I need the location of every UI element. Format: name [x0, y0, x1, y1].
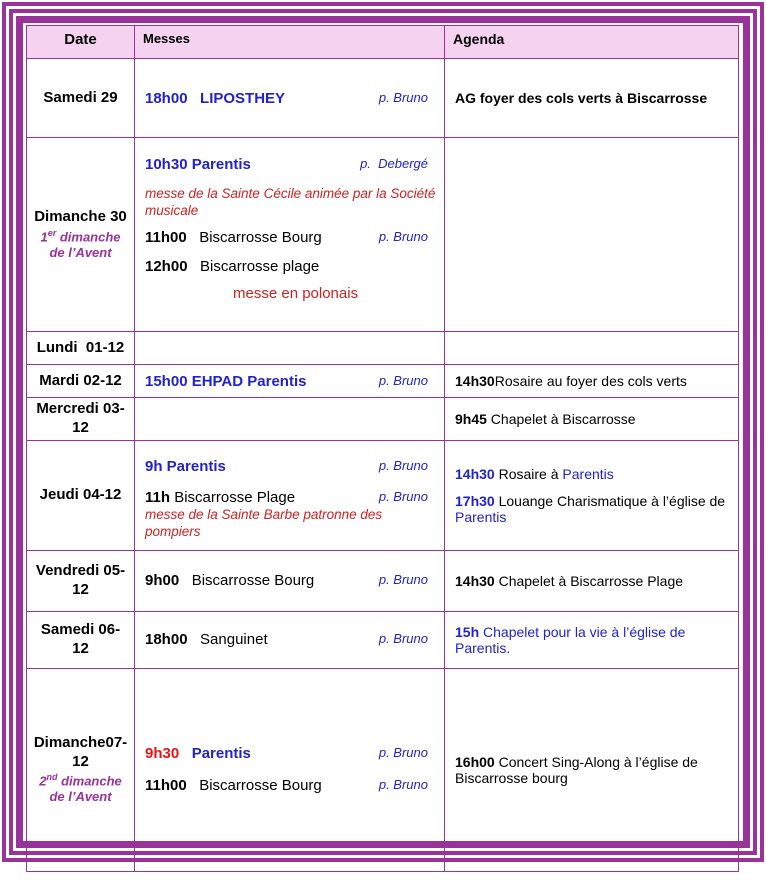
text-line: [145, 258, 438, 275]
agenda-cell: [445, 668, 739, 871]
text-segment: 16h00: [455, 753, 495, 770]
messes-cell: [135, 59, 445, 138]
priest-label: p. Bruno: [378, 372, 428, 388]
text-segment: messe de la Sainte Barbe patronne des pompiers: [145, 506, 386, 539]
date-subtitle: 2nd dimanche de l’Avent: [39, 772, 122, 805]
header-messes: Messes: [135, 26, 445, 59]
date-cell: [27, 668, 135, 871]
text-segment: Chapelet à Biscarrosse: [486, 410, 636, 427]
text-segment: AG foyer des cols verts à Biscarrosse: [455, 90, 708, 106]
priest-label: p. Bruno: [378, 572, 428, 587]
date-cell: [27, 611, 135, 668]
text-segment: Rosaire au foyer des cols verts: [494, 373, 687, 389]
text-line: [145, 90, 438, 107]
text-line: [455, 411, 732, 427]
table-body: [27, 59, 739, 872]
priest-label: p. Bruno: [378, 631, 428, 646]
messes-cell: [135, 668, 445, 871]
text-segment: Biscarrosse Bourg: [186, 229, 322, 246]
text-line: [145, 373, 438, 390]
messes-cell: [135, 138, 445, 332]
messes-cell: [135, 611, 445, 668]
date-label: Lundi 01-12: [36, 338, 125, 356]
date-label: Samedi 06-12: [40, 620, 121, 657]
text-line: [455, 573, 732, 589]
date-label: Dimanche 30: [34, 208, 127, 226]
table-header: [27, 26, 739, 59]
text-segment: 14h30: [455, 465, 495, 482]
text-line: [145, 745, 438, 762]
table-row: [27, 668, 739, 871]
date-label: Mardi 02-12: [39, 371, 122, 389]
text-segment: Louange Charismatique à l’église de: [494, 492, 729, 509]
agenda-cell: [445, 550, 739, 611]
messes-cell: [135, 398, 445, 441]
text-segment: Biscarrosse plage: [187, 258, 320, 275]
text-line: [145, 631, 438, 648]
text-line: [455, 466, 732, 482]
date-cell: [27, 59, 135, 138]
text-segment: 10h30 Parentis: [145, 156, 251, 173]
text-line: [145, 777, 438, 794]
priest-label: p. Bruno: [378, 457, 428, 473]
text-segment: Biscarrosse Bourg: [179, 572, 315, 589]
text-segment: Parentis: [455, 508, 507, 525]
text-line: [455, 90, 732, 106]
text-segment: 12h00: [145, 258, 188, 275]
text-segment: 17h30: [455, 492, 495, 509]
text-segment: 9h30: [145, 745, 180, 762]
table-row: [27, 365, 739, 398]
priest-label: p. Debergé: [360, 156, 428, 171]
decorative-border-middle: [9, 9, 757, 855]
text-segment: Chapelet pour la vie à l’église de Parentis.: [455, 623, 690, 656]
text-segment: 15h00 EHPAD Parentis: [145, 372, 307, 390]
date-cell: [27, 365, 135, 398]
date-cell: [27, 398, 135, 441]
table-row: [27, 550, 739, 611]
text-segment: Chapelet à Biscarrosse Plage: [494, 572, 684, 589]
text-segment: 15h: [455, 623, 480, 640]
agenda-cell: [445, 398, 739, 441]
text-segment: Parentis: [179, 745, 251, 762]
text-line: [455, 493, 732, 525]
messes-cell: [135, 332, 445, 365]
date-subtitle: 1er dimanche de l’Avent: [40, 228, 121, 261]
header-date: Date: [27, 26, 135, 59]
text-segment: Sanguinet: [187, 631, 268, 648]
date-label: Mercredi 03-12: [36, 400, 125, 436]
text-line: [145, 185, 438, 219]
text-line: [145, 229, 438, 246]
priest-label: p. Bruno: [378, 745, 428, 760]
agenda-cell: [445, 332, 739, 365]
agenda-cell: [445, 59, 739, 138]
table-row: [27, 398, 739, 441]
schedule-table: [26, 25, 739, 872]
date-cell: [27, 138, 135, 332]
priest-label: p. Bruno: [378, 229, 428, 244]
text-line: [455, 624, 732, 656]
text-segment: Parentis: [562, 465, 614, 482]
date-label: Jeudi 04-12: [39, 485, 122, 503]
text-segment: 9h00: [145, 572, 180, 589]
date-label: Vendredi 05-12: [35, 561, 126, 598]
priest-label: p. Bruno: [378, 777, 428, 792]
agenda-cell: [445, 611, 739, 668]
messes-cell: [135, 365, 445, 398]
date-cell: [27, 440, 135, 550]
messes-cell: [135, 550, 445, 611]
text-line: [145, 572, 438, 589]
text-segment: 11h: [145, 488, 171, 506]
text-segment: Biscarrosse Bourg: [186, 777, 322, 794]
text-segment: Rosaire à: [494, 465, 563, 482]
text-segment: 18h00: [145, 631, 188, 648]
text-segment: messe de la Sainte Cécile animée par la Société musicale: [145, 186, 440, 218]
text-segment: 11h00: [145, 777, 187, 794]
text-segment: 11h00: [145, 229, 187, 246]
agenda-cell: [445, 138, 739, 332]
text-segment: 14h30: [455, 572, 495, 589]
table-row: [27, 59, 739, 138]
text-line: [145, 506, 438, 540]
date-cell: [27, 550, 135, 611]
text-segment: 18h00 LIPOSTHEY: [145, 89, 286, 107]
decorative-border-inner: [16, 16, 750, 848]
text-segment: 9h Parentis: [145, 457, 226, 475]
text-line: [455, 754, 732, 786]
priest-label: p. Bruno: [378, 89, 428, 105]
decorative-border-outer: [2, 2, 764, 862]
text-line: [455, 373, 732, 389]
text-line: [145, 489, 438, 506]
agenda-cell: [445, 365, 739, 398]
table-row: [27, 138, 739, 332]
text-line: [145, 156, 438, 173]
text-line: [145, 285, 438, 302]
date-label: Samedi 29: [43, 88, 118, 106]
text-segment: 14h30: [455, 373, 495, 389]
messes-cell: [135, 440, 445, 550]
date-label: Dimanche07-12: [33, 733, 128, 770]
priest-label: p. Bruno: [378, 488, 428, 504]
text-segment: 9h45: [455, 410, 487, 427]
agenda-cell: [445, 440, 739, 550]
text-line: [145, 458, 438, 475]
date-cell: [27, 332, 135, 365]
header-agenda: Agenda: [445, 26, 739, 59]
text-segment: Biscarrosse Plage: [170, 488, 296, 506]
table-row: [27, 332, 739, 365]
text-segment: messe en polonais: [233, 285, 359, 302]
text-segment: Concert Sing-Along à l’église de Biscarrosse bourg: [455, 753, 702, 786]
table-row: [27, 440, 739, 550]
table-row: [27, 611, 739, 668]
header-row: [27, 26, 739, 59]
